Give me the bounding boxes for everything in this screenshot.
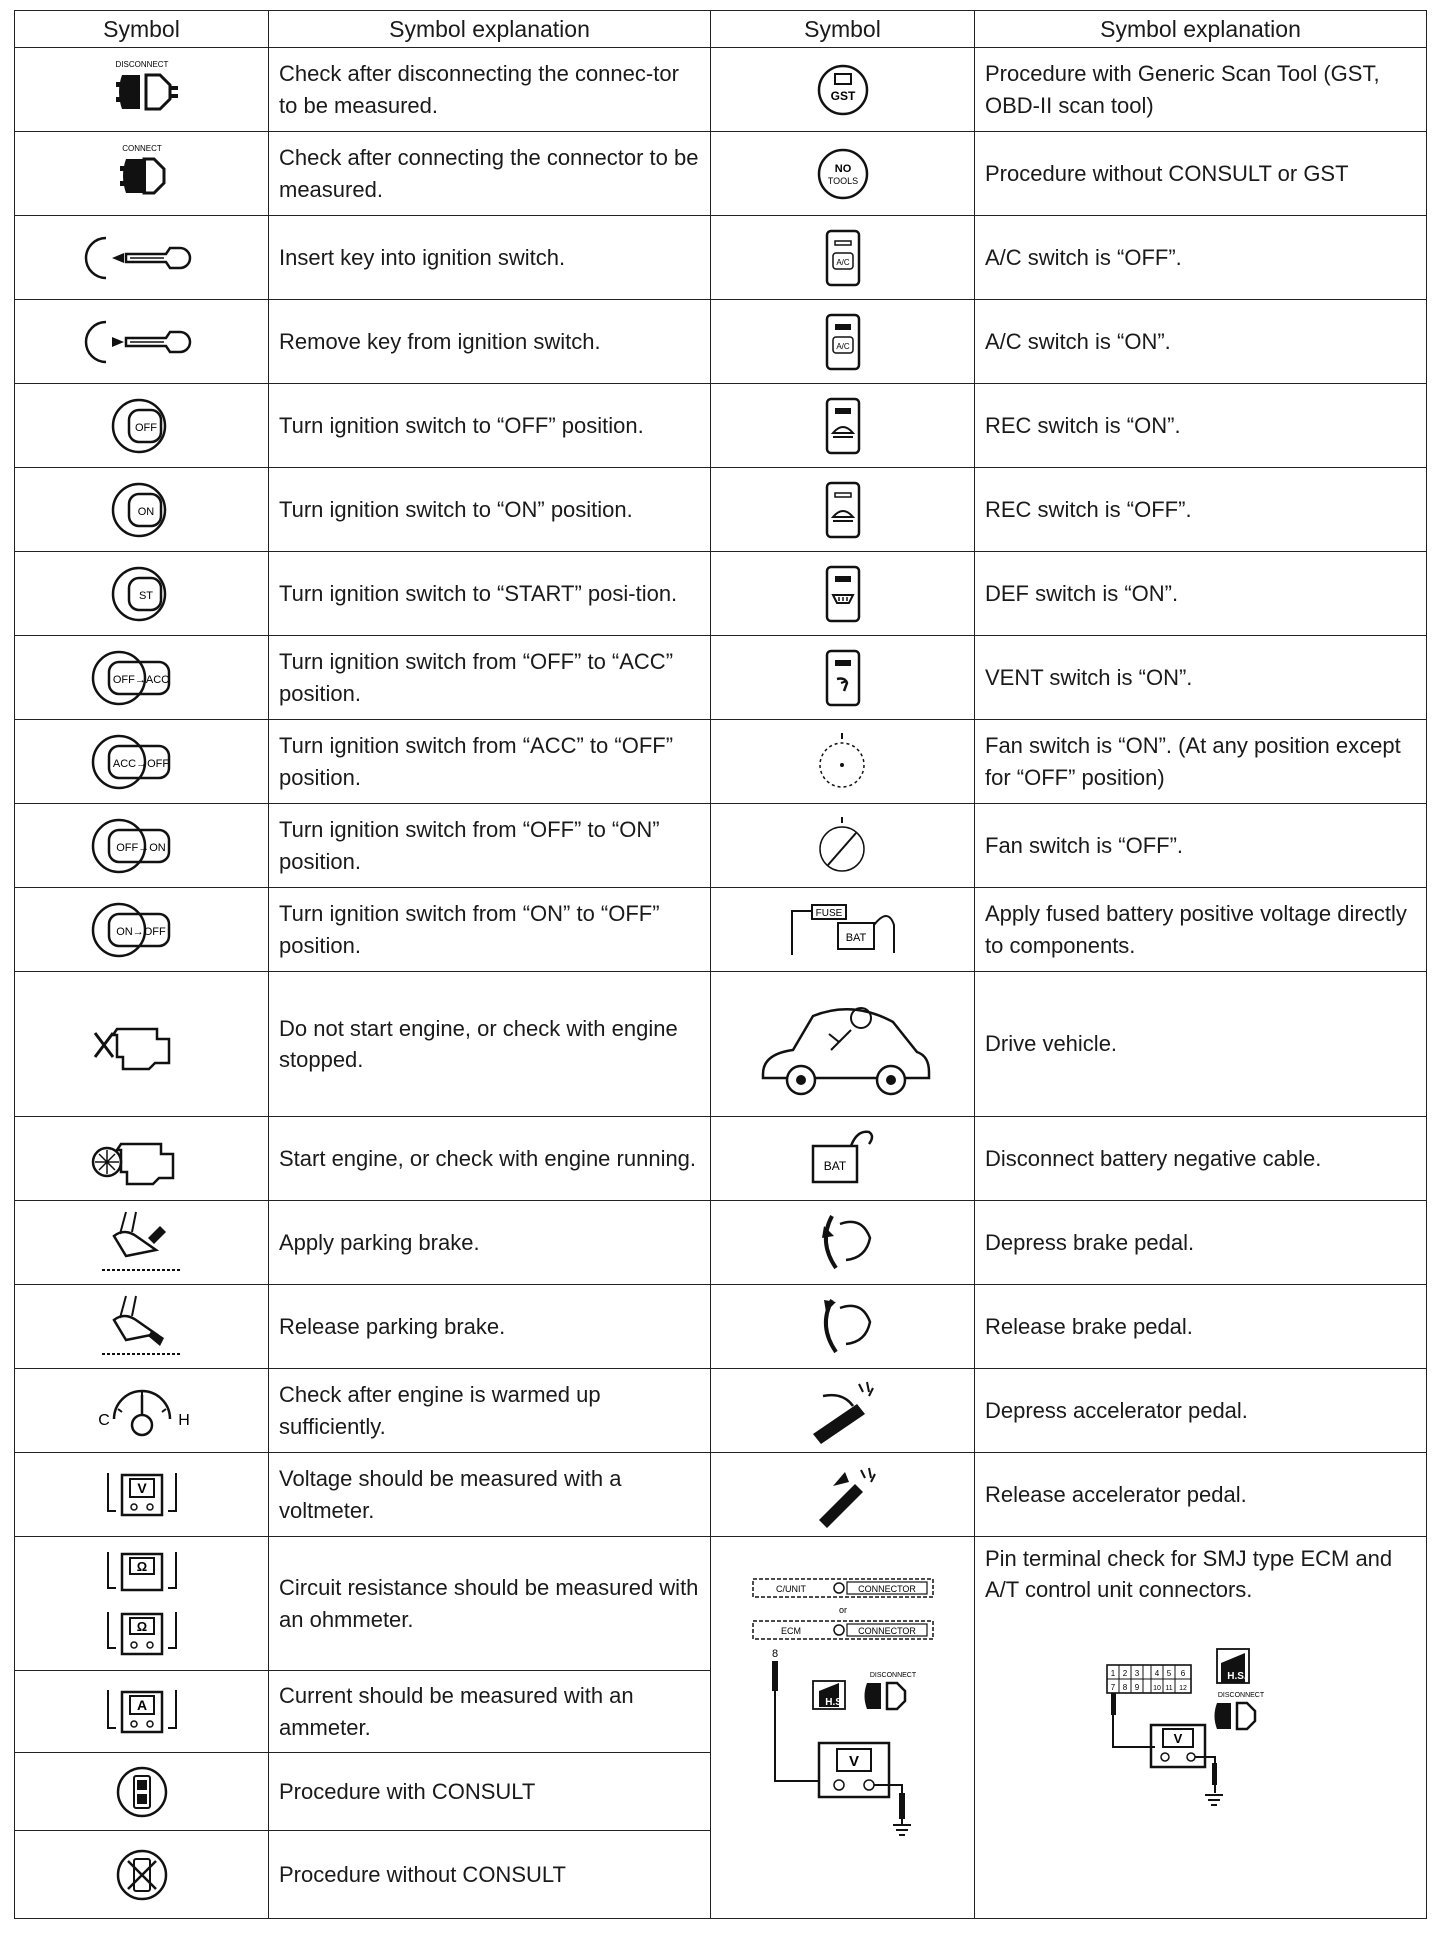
ignition-position-label: OFF [134,421,157,434]
gauge-hot-label: H [177,1411,190,1429]
symbol-cell [711,720,975,804]
symbol-cell [711,1201,975,1285]
explanation-cell: Fan switch is “OFF”. [975,804,1427,888]
symbol-cell [15,804,269,888]
explanation-cell: Procedure without CONSULT [269,1831,711,1919]
connector-label: CONNECTOR [857,1625,916,1636]
header-explanation-right: Symbol explanation [975,11,1427,48]
explanation-cell: Current should be measured with an ammeter. [269,1671,711,1753]
meter-label: V [136,1479,147,1496]
terminal-block [1107,1665,1191,1693]
symbol-cell [711,384,975,468]
depress-accelerator-icon [803,1376,883,1446]
meter-label: Ω [136,1618,147,1634]
pin-terminal-text: Pin terminal check for SMJ type ECM and A/T control unit connectors. [985,1546,1393,1603]
rec-switch-on-icon [823,395,863,457]
disconnect-label: DISCONNECT [869,1671,916,1679]
symbol-cell [711,48,975,132]
symbol-cell [711,468,975,552]
svg-text:5: 5 [1166,1669,1171,1679]
explanation-cell: A/C switch is “OFF”. [975,216,1427,300]
svg-text:7: 7 [1110,1683,1115,1693]
explanation-cell: A/C switch is “ON”. [975,300,1427,384]
symbol-cell [15,300,269,384]
symbol-cell [15,636,269,720]
table-row [15,1201,1427,1285]
def-switch-on-icon [823,563,863,625]
table-row [15,636,1427,720]
disconnect-battery-icon [803,1126,883,1192]
ignition-position-label: OFF→ON [115,841,166,854]
ac-switch-on-icon [823,311,863,373]
table-row [15,1453,1427,1537]
symbol-cell [711,972,975,1117]
explanation-cell: Turn ignition switch to “START” posi-tion. [269,552,711,636]
svg-text:11: 11 [1164,1685,1173,1693]
table-row [15,720,1427,804]
symbol-cell [15,216,269,300]
table-row [15,1117,1427,1201]
symbol-cell [711,1537,975,1919]
symbol-cell [15,1753,269,1831]
table-row [15,972,1427,1117]
meter-label: A [136,1696,147,1713]
explanation-cell: Apply parking brake. [269,1201,711,1285]
header-symbol-right: Symbol [711,11,975,48]
ignition-on-icon [107,478,177,542]
depress-brake-pedal-icon [808,1208,878,1278]
symbol-cell [15,468,269,552]
release-parking-brake-icon [92,1292,192,1362]
fused-battery-icon [778,895,908,965]
disconnect-connector-icon [82,55,202,125]
explanation-cell: Voltage should be measured with a voltmeter. [269,1453,711,1537]
header-row [15,11,1427,48]
consult-icon [112,1762,172,1822]
explanation-cell: Procedure with CONSULT [269,1753,711,1831]
table-row [15,1369,1427,1453]
voltmeter-icon [102,1463,182,1527]
svg-text:12: 12 [1178,1685,1187,1693]
ac-switch-off-icon [823,227,863,289]
release-accelerator-icon [803,1460,883,1530]
ignition-position-label: ACC→OFF [112,757,169,770]
table-row [15,1285,1427,1369]
pin-terminal-diagram-icon [1091,1645,1311,1845]
svg-text:10: 10 [1152,1685,1161,1693]
explanation-cell: Turn ignition switch to “OFF” position. [269,384,711,468]
meter-label: V [1173,1731,1182,1747]
explanation-cell: Fan switch is “ON”. (At any position except for “OFF” position) [975,720,1427,804]
table-row [15,48,1427,132]
svg-text:6: 6 [1180,1669,1185,1679]
ecm-label: ECM [780,1625,801,1636]
disconnect-label: DISCONNECT [115,59,168,69]
explanation-cell: Turn ignition switch from “OFF” to “ON” position. [269,804,711,888]
explanation-cell: Depress brake pedal. [975,1201,1427,1285]
ignition-position-label: ST [138,589,153,602]
svg-text:2: 2 [1122,1669,1127,1679]
explanation-cell: Release brake pedal. [975,1285,1427,1369]
symbol-cell [711,300,975,384]
explanation-cell: Apply fused battery positive voltage directly to components. [975,888,1427,972]
connect-label: CONNECT [121,143,162,153]
symbol-cell [15,1831,269,1919]
apply-parking-brake-icon [92,1208,192,1278]
table-row [15,888,1427,972]
bat-label: BAT [845,931,866,944]
explanation-cell: Check after disconnecting the connec-tor to be measured. [269,48,711,132]
svg-text:8: 8 [1122,1683,1127,1693]
engine-running-icon [87,1124,197,1194]
explanation-cell: Do not start engine, or check with engine stopped. [269,972,711,1117]
symbol-cell [15,972,269,1117]
symbol-cell [711,636,975,720]
vent-switch-on-icon [823,647,863,709]
symbol-cell [711,1453,975,1537]
ignition-position-label: OFF→ACC [112,673,169,686]
explanation-cell: Start engine, or check with engine running. [269,1117,711,1201]
explanation-cell: Turn ignition switch from “OFF” to “ACC” position. [269,636,711,720]
no-tools-icon [813,144,873,204]
header-explanation-left: Symbol explanation [269,11,711,48]
rec-switch-off-icon [823,479,863,541]
table-row [15,384,1427,468]
symbol-cell [15,888,269,972]
meter-label: V [848,1752,859,1770]
symbol-cell [15,1537,269,1671]
symbol-cell [711,552,975,636]
symbol-cell [15,552,269,636]
explanation-cell: Check after connecting the connector to be measured. [269,132,711,216]
fan-switch-off-icon [808,811,878,881]
symbol-cell [711,132,975,216]
explanation-cell: Turn ignition switch to “ON” position. [269,468,711,552]
explanation-cell: DEF switch is “ON”. [975,552,1427,636]
svg-text:1: 1 [1110,1669,1115,1679]
tcu-connector-label: C/UNIT [775,1583,806,1594]
symbol-cell [15,1117,269,1201]
ignition-off-icon [107,394,177,458]
connector-label: CONNECTOR [857,1583,916,1594]
gst-label: GST [830,88,855,103]
symbol-cell [711,1285,975,1369]
symbol-cell [15,1201,269,1285]
ignition-position-label: ON→OFF [115,925,166,938]
pin-number-label: 8 [771,1647,778,1660]
no-consult-icon [112,1845,172,1905]
symbol-cell [711,216,975,300]
engine-stopped-icon [87,1009,197,1079]
no-label: NO [834,162,851,175]
explanation-cell: REC switch is “ON”. [975,384,1427,468]
header-symbol-left: Symbol [15,11,269,48]
bat-label: BAT [823,1158,846,1173]
explanation-cell: Release accelerator pedal. [975,1453,1427,1537]
connect-connector-icon [82,139,202,209]
symbol-cell [711,804,975,888]
explanation-cell: Procedure with Generic Scan Tool (GST, OBD-II scan tool) [975,48,1427,132]
ammeter-icon [102,1680,182,1744]
table-row [15,1537,1427,1671]
symbol-cell [711,888,975,972]
hs-label: H.S. [824,1696,845,1708]
symbol-cell [15,1453,269,1537]
explanation-cell: Disconnect battery negative cable. [975,1117,1427,1201]
hs-label: H.S. [1226,1671,1247,1683]
ignition-acc-to-off-icon [87,730,197,794]
explanation-cell: Release parking brake. [269,1285,711,1369]
ignition-off-to-on-icon [87,814,197,878]
symbol-chart-page [14,10,1426,1930]
explanation-cell: Turn ignition switch from “ON” to “OFF” position. [269,888,711,972]
ignition-start-icon [107,562,177,626]
table-row [15,804,1427,888]
ac-label: A/C [835,257,850,267]
explanation-cell: Check after engine is warmed up sufficiently. [269,1369,711,1453]
fuse-label: FUSE [815,907,842,919]
symbol-cell [711,1369,975,1453]
explanation-cell: Circuit resistance should be measured with an ohmmeter. [269,1537,711,1671]
ignition-on-to-off-icon [87,898,197,962]
gst-icon [813,60,873,120]
insert-key-icon [82,228,202,288]
symbol-table [14,10,1427,1919]
symbol-cell [15,720,269,804]
symbol-cell [15,1285,269,1369]
pin-terminal-check-icon [743,1573,943,1883]
ac-label: A/C [835,341,850,351]
gauge-cold-label: C [97,1411,110,1429]
ohmmeter-icon [102,1544,182,1664]
table-row [15,552,1427,636]
tools-label: TOOLS [827,175,858,186]
meter-label: Ω [136,1558,147,1574]
engine-warm-gauge-icon [82,1381,202,1441]
or-label: or [838,1604,847,1615]
explanation-cell: Procedure without CONSULT or GST [975,132,1427,216]
explanation-cell: Remove key from ignition switch. [269,300,711,384]
table-row [15,216,1427,300]
ignition-position-label: ON [137,505,154,518]
drive-vehicle-icon [743,984,943,1104]
svg-text:4: 4 [1154,1669,1159,1679]
explanation-cell: Turn ignition switch from “ACC” to “OFF” position. [269,720,711,804]
svg-text:3: 3 [1134,1669,1139,1679]
explanation-cell: VENT switch is “ON”. [975,636,1427,720]
explanation-cell [975,1537,1427,1919]
symbol-cell [15,1671,269,1753]
explanation-cell: Drive vehicle. [975,972,1427,1117]
symbol-cell [15,48,269,132]
release-brake-pedal-icon [808,1292,878,1362]
ignition-off-to-acc-icon [87,646,197,710]
explanation-cell: Depress accelerator pedal. [975,1369,1427,1453]
disconnect-label: DISCONNECT [1217,1692,1264,1700]
symbol-cell [711,1117,975,1201]
explanation-cell: Insert key into ignition switch. [269,216,711,300]
symbol-cell [15,132,269,216]
remove-key-icon [82,312,202,372]
fan-switch-on-icon [808,727,878,797]
symbol-cell [15,384,269,468]
svg-text:9: 9 [1134,1683,1139,1693]
table-row [15,468,1427,552]
table-row [15,132,1427,216]
symbol-cell [15,1369,269,1453]
table-row [15,300,1427,384]
explanation-cell: REC switch is “OFF”. [975,468,1427,552]
